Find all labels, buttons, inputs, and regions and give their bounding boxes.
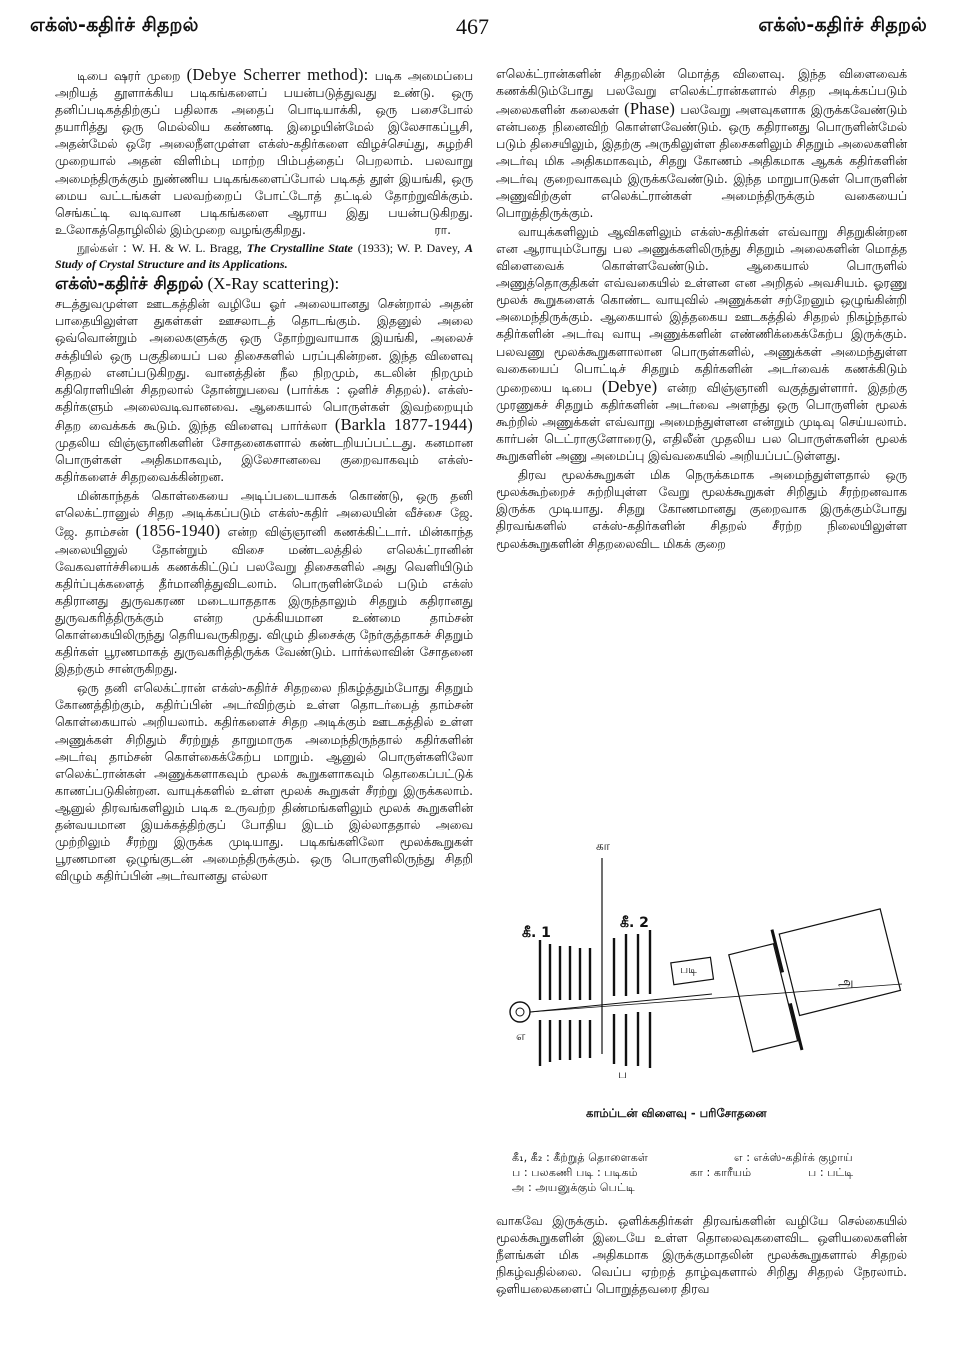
- reference-title-2: A Study of Crystal Structure and its Applications.: [55, 240, 473, 271]
- reference-authors-2: (1933); W. P. Davey,: [357, 240, 461, 255]
- r1-text-a: எலெக்ட்ரான்களின் சிதறலின் மொத்த விளைவு. இந்த விளைவைக் கணக்கிடும்போது பலவேறு எலெக்ட்ரான்களால் சிதற அடிக்கப்படும் அலைகளின் கலைகள்: [496, 67, 907, 118]
- article-heading: [55, 275, 473, 294]
- legend-row-2: [512, 1165, 912, 1180]
- slit-group-1: [540, 940, 590, 1066]
- para1-text-b: முதலிய விஞ்ஞானிகளின் சோதனைகளால் கண்டறியப்பட்டது. கனமான பொருள்கள் அதிகமாகவும், இலேசானவை குறைவாகவும் எக்ஸ்-கதிர்களைச் சிதறவைக்கின்றன.: [55, 435, 473, 485]
- paragraph-liquids: திரவ மூலக்கூறுகள் மிக நெருக்கமாக அமைந்துள்ளதால் ஒரு மூலக்கூற்றைச் சுற்றியுள்ள வேறு மூலக்கூறுகள் சிறிதும் சீரற்றனவாக இருக்க முடியாது. சிதறு கோணமானது குறைவாக இருக்கும்போது திரவங்களில் எக்ஸ்-கதிர்களின் சிதறல் சீரற்ற நிலையிலுள்ள மூலக்கூறுகளின் சிதறலைவிட மிகக் குறை: [496, 468, 907, 551]
- paragraph-gases: [496, 224, 907, 465]
- right-column: [496, 66, 907, 555]
- figure-caption: காம்ப்டன் விளைவு - பரிசோதனை: [586, 1106, 767, 1120]
- para1-english: (Barkla 1877-1944): [334, 414, 473, 434]
- para1-text-a: சடத்துவமுள்ள ஊடகத்தின் வழியே ஓர் அலையானது சென்றால் அதன் பாதையிலுள்ள துகள்கள் ஊசலாடத் தொடங்கும். இதனுல் அலை ஒவ்வொன்றும் அலைகளுக்கு ஒரு தோற்றுவாயாக இயங்கி, அலைச் சக்தியில் ஒரு பகுதியைப் பல திசைகளில் பரப்புகின்றன. இந்த விளைவு சிதறல் எனப்படுகிறது. வானத்தின் நீல நிறமும், கடலின் நிறமும் கதிரொளியின் சிதறலால் தோன்றுபவை (பார்க்க : ஒளிச் சிதறல்). எக்ஸ்-கதிர்களும் அலைவடிவானவை. ஆகையால் பொருள்கள் இவற்றையும் சிதற வைக்கக் கூடும். இந்த விளைவு பார்க்லா: [55, 297, 473, 433]
- paragraph-thomson-theory: [55, 488, 473, 678]
- right-column-bottom: [496, 1213, 907, 1300]
- running-head-right: எக்ஸ்-கதிர்ச் சிதறல்: [758, 14, 927, 36]
- label-chamber: அ: [838, 975, 854, 991]
- paragraph-phase: [496, 66, 907, 222]
- article-title-english: (X-Ray scattering):: [207, 274, 340, 294]
- running-head-left: எக்ஸ்-கதிர்ச் சிதறல்: [30, 14, 199, 36]
- legend-strip: ப : பட்டி: [808, 1166, 854, 1179]
- legend-tube: எ : எக்ஸ்-கதிர்க் குழாய்: [734, 1151, 853, 1164]
- label-window: ப: [618, 1067, 627, 1081]
- ionization-chamber: [725, 903, 907, 1062]
- label-slit-1: கீ. 1: [522, 925, 551, 941]
- legend-slits: கீ₁, கீ₂ : கீற்றுத் தொளைகள்: [512, 1151, 649, 1164]
- r2-text-a: வாயுக்களிலும் ஆவிகளிலும் எக்ஸ்-கதிர்கள் எவ்வாறு சிதறுகின்றன என ஆராயும்போது பல அணுக்களிலிருந்து சிதறும் அலைகளின் மொத்த விளைவைக் கொள்ளவேண்டும். ஆகையால் பொருளில் அணுத்தொகுதிகள் எவ்வகையில் உள்ளன என அறிதல் அவசியம். ஓரணு மூலக் கூறுகளைக் கொண்ட வாயுவில் அணுக்கள் சற்றேனும் ஒழுங்கின்றி அமைந்திருக்கும். ஆகையால் இத்தகைய ஊடகத்தில் சிதறல் நிகழ்ந்தால் கதிர்களின் அடர்வு வாயு அணுக்களின் எண்ணிக்கைக்கேற்ப இருக்கும். பலவணு மூலக்கூறுகளாலான பொருள்களில், அணுக்கள் அமைந்துள்ள வகையைப் பொட்டிச் சிதறும் கதிர்களின் அடர்வைக் கணக்கிடும் முறையை டிபை: [496, 224, 907, 395]
- xray-tube-inner: [516, 1008, 524, 1016]
- legend-chamber: அ : அயனுக்கும் பெட்டி: [512, 1181, 635, 1194]
- debye-lead: டிபை ஷரர் முறை: [77, 69, 181, 83]
- figure-legend: [512, 1150, 912, 1195]
- label-slit-2: கீ. 2: [620, 915, 649, 931]
- r2-text-b: என்ற விஞ்ஞானி வகுத்துள்ளார். இதற்கு முரணுகச் சிதறும் கதிர்களின் அடர்வை அளந்து ஒரு பொருளின் மூலக் கூற்றில் அணுக்கள் எவ்வாறு அமைந்துள்ளன என்றும் முடிவு செய்யலாம். கார்பன் டெட்ராகுளோரைடு, எதிலீன் முதலிய பல பொருள்களின் மூலக் கூறுகளின் அணு அமைப்பு இவ்வகையில் அறியப்பட்டுள்ளது.: [496, 380, 907, 464]
- legend-lead: கா : காரீயம்: [690, 1166, 752, 1179]
- para2-text-b: என்ற விஞ்ஞானி கணக்கிட்டார். மின்காந்த அலையினுல் தோன்றும் விசை மண்டலத்தில் எலெக்ட்ரானின் வேகவளர்ச்சியைக் கணக்கிட்டுப் பலவேறு திசைகளில் அது வெளியிடும் கதிர்ப்புக்களைத் தீர்மானித்துவிடலாம். பொருளின்மேல் படும் எக்ஸ் கதிரானது துருவகரண மடையாததாக இருந்தாலும் சிதறும் கதிரானது துருவகரித்திருக்கும் என்ற முக்கியமான உண்மை தாம்சன் கொள்கையிலிருந்து தெரியவருகிறது. விழும் திசைக்கு நேர்குத்தாகச் சிதறும் கதிர்கள் பூரணமாகத் துருவகரித்திருக்க வேண்டும். பார்க்லாவின் சோதனை இதற்கும் சான்ருகிறது.: [55, 525, 473, 677]
- references: [55, 241, 473, 272]
- label-tube: எ: [516, 1029, 526, 1043]
- para2-english: (1856-1940): [135, 521, 221, 541]
- label-crystal: படி: [680, 963, 697, 976]
- para2-text-a: மின்காந்தக் கொள்கையை அடிப்படையாகக் கொண்டு, ஒரு தனி எலெக்ட்ரானுல் சிதற அடிக்கப்படும் எக்ஸ்-கதிர் அலையின் வீச்சை ஜே. ஜே. தாம்சன்: [55, 489, 473, 540]
- r1-text-b: பலவேறு அளவுகளாக இருக்கவேண்டும் என்பதை நினைவிற் கொள்ளவேண்டும். ஒரு கதிரானது பொருளின்மேல் படும் திசையிலும், இதற்கு அருகிலுள்ள திசைகளிலும் சிதறும் அலைகளின் அடர்வு மிக அதிகமாகவும், சிதறு கோணம் அதிகமாக ஆகக் கதிர்களின் அடர்வு குறைவாகவும் இருக்கவேண்டும். இந்த மாறுபாடுகள் பொருளின் அணுவிற்குள் எலெக்ட்ரான்கள் அமைந்திருக்கும் வகையைப் பொறுத்திருக்கும்.: [496, 103, 907, 220]
- beam-line: [530, 994, 712, 1012]
- r1-english: (Phase): [624, 99, 676, 119]
- legend-row-3: [512, 1180, 912, 1195]
- reference-authors-1: W. H. & W. L. Bragg,: [131, 240, 242, 255]
- xray-tube-circle: [510, 1002, 530, 1022]
- page-number: 467: [456, 14, 489, 39]
- left-column: [55, 66, 473, 887]
- article-title-tamil: எக்ஸ்-கதிர்ச் சிதறல்: [55, 274, 204, 295]
- legend-window-crystal: ப : பலகணி படி : படிகம்: [512, 1166, 638, 1179]
- references-lead: நூல்கள் :: [77, 240, 127, 255]
- debye-scherrer-paragraph: [55, 66, 473, 239]
- paragraph-liquids-continued: வாகவே இருக்கும். ஒளிக்கதிர்கள் திரவங்களின் வழியே செல்கையில் மூலக்கூறுகளின் இடையே உள்ள தொலைவுகளைவிட ஒளியலைகளின் நீளங்கள் மிக அதிகமாக இருக்குமாதலின் மூலக்கூறுகளால் சிதறல் நிகழ்வதில்லை. வெப்ப ஏற்றத் தாழ்வுகளால் சிறிது சிதறல் நேரலாம். ஒளியலைகளைப் பொறுத்தவரை திரவ: [496, 1214, 907, 1297]
- compton-experiment-figure: [502, 834, 907, 1124]
- author-signature: ரா.: [434, 222, 451, 237]
- slit-group-2: [614, 930, 650, 1068]
- debye-body: படிக அமைப்பை அறியத் தூளாக்கிய படிகங்களைப் பயன்படுத்துவது உண்டு. ஒரு தனிப்படிகத்திற்குப் பதிலாக அதைப் பொடியாக்கி, ஒரு பசைபோல் தயாரித்து ஒரு மெல்லிய கண்ணடி இழையின்மேல் இலேசாகப்பூசி, அதன்மேல் ஒரே அலைநீளமுள்ள எக்ஸ்-கதிர்களை விழச்செய்து, சுழற்சி முறையால் அதன் விளிம்பு மாற்ற பிம்பத்தைப் பெறலாம். பலவாறு அமைந்திருக்கும் நுண்ணிய படிகங்களைப்போல் படிகத் தூள் இயங்கி, ஒரு மைய வட்டங்கள் பலவற்றைப் போட்டோத் தட்டில் தோற்றுவிக்கும். செங்கட்டி வடிவான படிகங்களை ஆராய இது பயன்படுகிறது. உலோகத்தொழிலில் இம்முறை வழங்குகிறது.: [55, 69, 474, 237]
- debye-lead-english: (Debye Scherrer method):: [186, 65, 369, 84]
- r2-english: (Debye): [601, 376, 658, 396]
- paragraph-scattering-intro: [55, 296, 473, 486]
- paragraph-single-electron: ஒரு தனி எலெக்ட்ரான் எக்ஸ்-கதிர்ச் சிதறலை நிகழ்த்தும்போது சிதறும் கோணத்திற்கும், கதிர்ப்பின் அடர்விற்கும் உள்ள தொடர்பைத் தாம்சன் கொள்கையால் அறியலாம். கதிர்களைச் சிதற அடிக்கும் ஊடகத்தில் உள்ள அணுக்கள் சிறிதும் சீரற்றுத் தாறுமாருக அமைந்திருந்தால் கதிர்களின் அடர்வு தாம்சன் கொள்கைக்கேற்ப மாறும். ஆனுல் பொருள்களிலோ எலெக்ட்ரான்கள் அணுக்களாகவும் மூலக் கூறுகளாகவும் தொகைப்பட்டுக் காணப்படுகின்றன. வாயுக்களில் உள்ள மூலக் கூறுகள் சீரற்று இருக்கலாம். ஆனுல் திரவங்களிலும் படிக உருவற்ற திண்மங்களிலும் மூலக் கூறுகளின் தன்வயமான இயக்கத்திற்குப் போதிய இடம் இல்லாததால் அவை முற்றிலும் சீரற்று இருக்க முடியாது. படிகங்களிலோ மூலக்கூறுகள் பூரணமான ஒழுங்குடன் அமைந்திருக்கும். ஒரு பொருளிலிருந்து சிதறி விழும் கதிர்ப்பின் அடர்வானது எல்லா: [55, 681, 473, 884]
- reference-title-1: The Crystalline State: [246, 240, 353, 255]
- label-lead: கா: [596, 839, 610, 853]
- legend-row-1: [512, 1150, 912, 1165]
